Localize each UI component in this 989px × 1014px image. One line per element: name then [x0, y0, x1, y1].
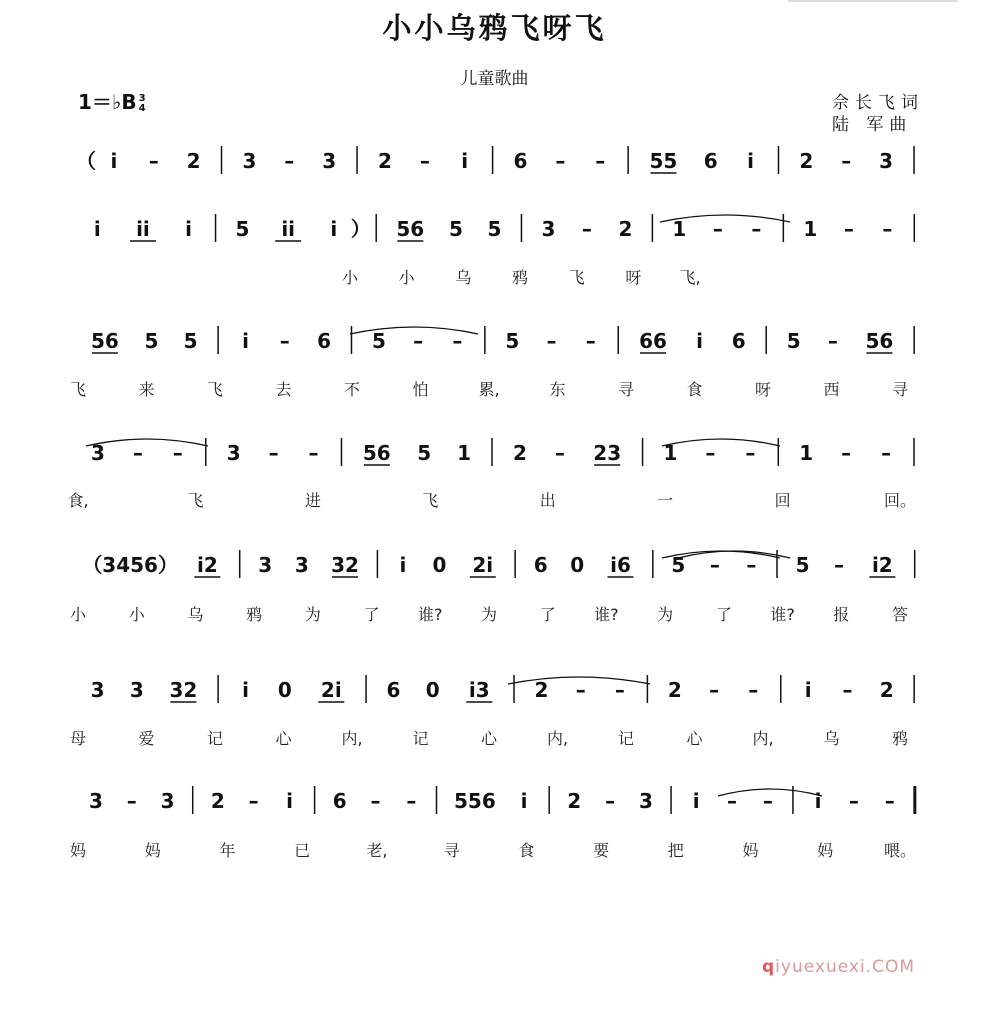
note: 6	[317, 329, 331, 353]
lyric-syllable: 妈	[742, 841, 759, 860]
note: i	[696, 329, 703, 353]
note: 3	[638, 789, 653, 813]
note: i	[461, 149, 469, 173]
note: –	[842, 678, 853, 702]
note: –	[284, 149, 295, 173]
lyric-syllable: 鸦	[246, 605, 263, 624]
note: –	[827, 329, 838, 353]
note: –	[745, 441, 756, 465]
note: ii	[281, 217, 296, 241]
note: 1	[672, 217, 687, 241]
note: –	[575, 678, 586, 702]
note: –	[705, 441, 716, 465]
time-signature: 3 4	[138, 92, 146, 114]
lyric-syllable: 食	[686, 380, 703, 399]
lyric-syllable: 寻	[443, 841, 460, 860]
note: 2	[210, 789, 225, 813]
lyric-syllable: 老,	[366, 841, 388, 860]
note: i	[286, 789, 293, 813]
lyric-syllable: 飞,	[679, 268, 701, 287]
lyric-syllable: 答	[891, 605, 909, 624]
lyric-syllable: 不	[343, 380, 361, 399]
note: （	[75, 149, 96, 173]
note: 56	[396, 217, 425, 241]
lyric-syllable: 呀	[625, 268, 642, 287]
lyric-syllable: 寻	[617, 380, 635, 399]
note: 56	[90, 329, 119, 353]
note: i	[692, 789, 700, 813]
note: 3	[294, 553, 309, 577]
note: 6	[513, 149, 528, 173]
note: 2	[534, 678, 549, 702]
note: –	[419, 149, 430, 173]
note: i	[93, 217, 101, 241]
note: –	[841, 441, 852, 465]
lyric-syllable: 累,	[478, 380, 500, 399]
note: –	[834, 553, 845, 577]
lyric-syllable: 记	[206, 729, 224, 748]
note: ）	[350, 217, 371, 241]
note: –	[546, 329, 557, 353]
note: 0	[425, 678, 440, 702]
lyric-syllable: 内,	[341, 729, 363, 748]
note: 5	[487, 217, 502, 241]
note: i	[330, 217, 338, 241]
note: –	[884, 789, 895, 813]
note: –	[413, 329, 424, 353]
note: 2	[799, 149, 814, 173]
note: 3	[258, 553, 273, 577]
lyric-syllable: 年	[219, 841, 236, 860]
note: 556	[454, 789, 496, 813]
note: i	[242, 678, 249, 702]
lyric-syllable: 乌	[455, 268, 472, 287]
note: 0	[277, 678, 292, 702]
lyric-syllable: 为	[304, 605, 321, 624]
lyricist-credit: 佘长飞词	[832, 93, 924, 113]
note: –	[585, 329, 596, 353]
note: –	[614, 678, 625, 702]
note: i2	[196, 553, 218, 577]
note: –	[746, 553, 757, 577]
note: –	[712, 217, 723, 241]
lyric-syllable: 心	[686, 729, 703, 748]
note: 6	[703, 149, 718, 173]
lyric-syllable: 记	[412, 729, 429, 748]
note: –	[554, 441, 565, 465]
lyric-syllable: 小	[398, 268, 415, 287]
note: 6	[731, 329, 746, 353]
note: 2i	[320, 678, 342, 702]
note: 1	[799, 441, 814, 465]
note: 3	[129, 678, 144, 702]
note: （3456）	[82, 553, 178, 577]
note: 0	[432, 553, 447, 577]
note: –	[762, 789, 773, 813]
note: 3	[541, 217, 556, 241]
lyric-syllable: 报	[833, 605, 850, 624]
watermark: qiyuexuexi.COM	[762, 957, 915, 977]
note: –	[709, 553, 720, 577]
note: –	[172, 441, 183, 465]
note: i	[399, 553, 407, 577]
note: ii	[136, 217, 150, 241]
lyric-syllable: 爱	[138, 729, 155, 748]
note: 5	[786, 329, 801, 353]
note: i	[747, 149, 755, 173]
lyric-syllable: 小	[128, 605, 145, 624]
lyric-syllable: 妈	[69, 841, 87, 860]
lyric-syllable: 了	[715, 605, 732, 624]
lyric-syllable: 心	[275, 729, 292, 748]
lyric-syllable: 妈	[144, 841, 161, 860]
note: 55	[649, 149, 678, 173]
note: 5	[371, 329, 386, 353]
note: 3	[322, 149, 337, 173]
lyric-syllable: 回	[774, 491, 791, 510]
note: 6	[332, 789, 347, 813]
lyric-syllable: 鸦	[891, 729, 909, 748]
note: 2	[667, 678, 682, 702]
note: –	[555, 149, 566, 173]
lyric-syllable: 寻	[891, 380, 909, 399]
lyric-syllable: 了	[363, 605, 380, 624]
lyric-syllable: 东	[549, 380, 566, 399]
song-title: 小小乌鸦飞呀飞	[382, 11, 607, 45]
note: –	[605, 789, 616, 813]
lyric-syllable: 食	[518, 841, 535, 860]
note: 5	[671, 553, 686, 577]
note: –	[843, 217, 854, 241]
note: –	[848, 789, 859, 813]
note: –	[748, 678, 759, 702]
note: 32	[169, 678, 198, 702]
note: 3	[879, 149, 894, 173]
note: –	[370, 789, 381, 813]
note: –	[279, 329, 290, 353]
lyric-syllable: 呀	[754, 380, 772, 399]
note: 2	[512, 441, 527, 465]
lyric-syllable: 谁?	[594, 605, 619, 624]
lyric-syllable: 乌	[823, 729, 840, 748]
lyric-syllable: 小	[341, 268, 359, 287]
note: i3	[468, 678, 490, 702]
lyric-syllable: 进	[304, 491, 321, 510]
note: 5	[144, 329, 159, 353]
note: 3	[226, 441, 241, 465]
note: 1	[803, 217, 818, 241]
note: –	[882, 217, 893, 241]
tie-arc	[662, 439, 780, 446]
note: –	[132, 441, 143, 465]
note: 5	[417, 441, 432, 465]
note: i	[520, 789, 528, 813]
note: –	[452, 329, 463, 353]
note: i	[185, 217, 193, 241]
song-subtitle: 儿童歌曲	[460, 69, 529, 89]
note: i	[804, 678, 812, 702]
composer-credit: 陆 军曲	[832, 115, 913, 135]
lyric-syllable: 谁?	[418, 605, 443, 624]
note: 0	[570, 553, 585, 577]
lyric-syllable: 谁?	[770, 605, 795, 624]
note: –	[308, 441, 319, 465]
note: –	[248, 789, 259, 813]
lyric-syllable: 回。	[883, 491, 917, 510]
lyric-syllable: 鸦	[511, 268, 529, 287]
lyric-syllable: 来	[138, 380, 155, 399]
note: 5	[183, 329, 198, 353]
note: –	[148, 149, 159, 173]
note: 66	[639, 329, 667, 353]
note: 3	[160, 789, 175, 813]
note: 32	[331, 553, 359, 577]
lyric-syllable: 飞	[187, 491, 204, 510]
note: 2	[618, 217, 633, 241]
lyric-syllable: 出	[539, 491, 556, 510]
note: –	[268, 441, 279, 465]
lyric-syllable: 乌	[187, 605, 204, 624]
note: 2	[567, 789, 582, 813]
note: 5	[505, 329, 520, 353]
note: 23	[593, 441, 622, 465]
lyric-syllable: 母	[69, 729, 87, 748]
note: 3	[90, 441, 105, 465]
note: 3	[90, 678, 105, 702]
note: –	[709, 678, 720, 702]
note: 2	[879, 678, 894, 702]
lyric-syllable: 飞	[568, 268, 585, 287]
note: 1	[457, 441, 472, 465]
lyric-syllable: 去	[275, 380, 292, 399]
lyric-syllable: 小	[69, 605, 87, 624]
lyric-syllable: 了	[539, 605, 556, 624]
lyric-syllable: 喂。	[883, 841, 917, 860]
lyric-syllable: 记	[617, 729, 635, 748]
note: –	[595, 149, 606, 173]
note: –	[751, 217, 762, 241]
note: 6	[386, 678, 401, 702]
lyric-syllable: 怕	[412, 380, 429, 399]
lyric-syllable: 飞	[206, 380, 224, 399]
note: –	[406, 789, 417, 813]
note: 56	[865, 329, 894, 353]
lyric-syllable: 妈	[817, 841, 834, 860]
note: 2i	[472, 553, 494, 577]
lyric-syllable: 内,	[546, 729, 569, 748]
note: i	[814, 789, 822, 813]
note: 5	[449, 217, 463, 241]
note: i2	[871, 553, 893, 577]
note: –	[841, 149, 852, 173]
note: 3	[242, 149, 257, 173]
note: 2	[186, 149, 201, 173]
note: –	[881, 441, 892, 465]
note: 2	[377, 149, 392, 173]
lyric-syllable: 西	[823, 380, 840, 399]
lyric-syllable: 一	[657, 491, 674, 510]
lyric-syllable: 为	[480, 605, 498, 624]
lyric-syllable: 内,	[752, 729, 774, 748]
note: i6	[610, 553, 631, 577]
note: 5	[235, 217, 250, 241]
note: 56	[362, 441, 391, 465]
lyric-syllable: 为	[657, 605, 674, 624]
note: 1	[663, 441, 678, 465]
note: –	[126, 789, 137, 813]
note: 5	[795, 553, 810, 577]
lyric-syllable: 要	[593, 841, 610, 860]
note: –	[726, 789, 737, 813]
lyric-syllable: 已	[294, 841, 311, 860]
note: i	[242, 329, 249, 353]
lyric-syllable: 飞	[69, 380, 87, 399]
note: –	[581, 217, 592, 241]
lyric-syllable: 心	[480, 729, 498, 748]
note: 3	[88, 789, 103, 813]
note: i	[110, 149, 118, 173]
key-label: 1＝♭B	[78, 90, 137, 114]
lyric-syllable: 把	[667, 841, 684, 860]
lyric-syllable: 飞	[422, 491, 439, 510]
note: 6	[533, 553, 548, 577]
lyric-syllable: 食,	[67, 491, 89, 510]
